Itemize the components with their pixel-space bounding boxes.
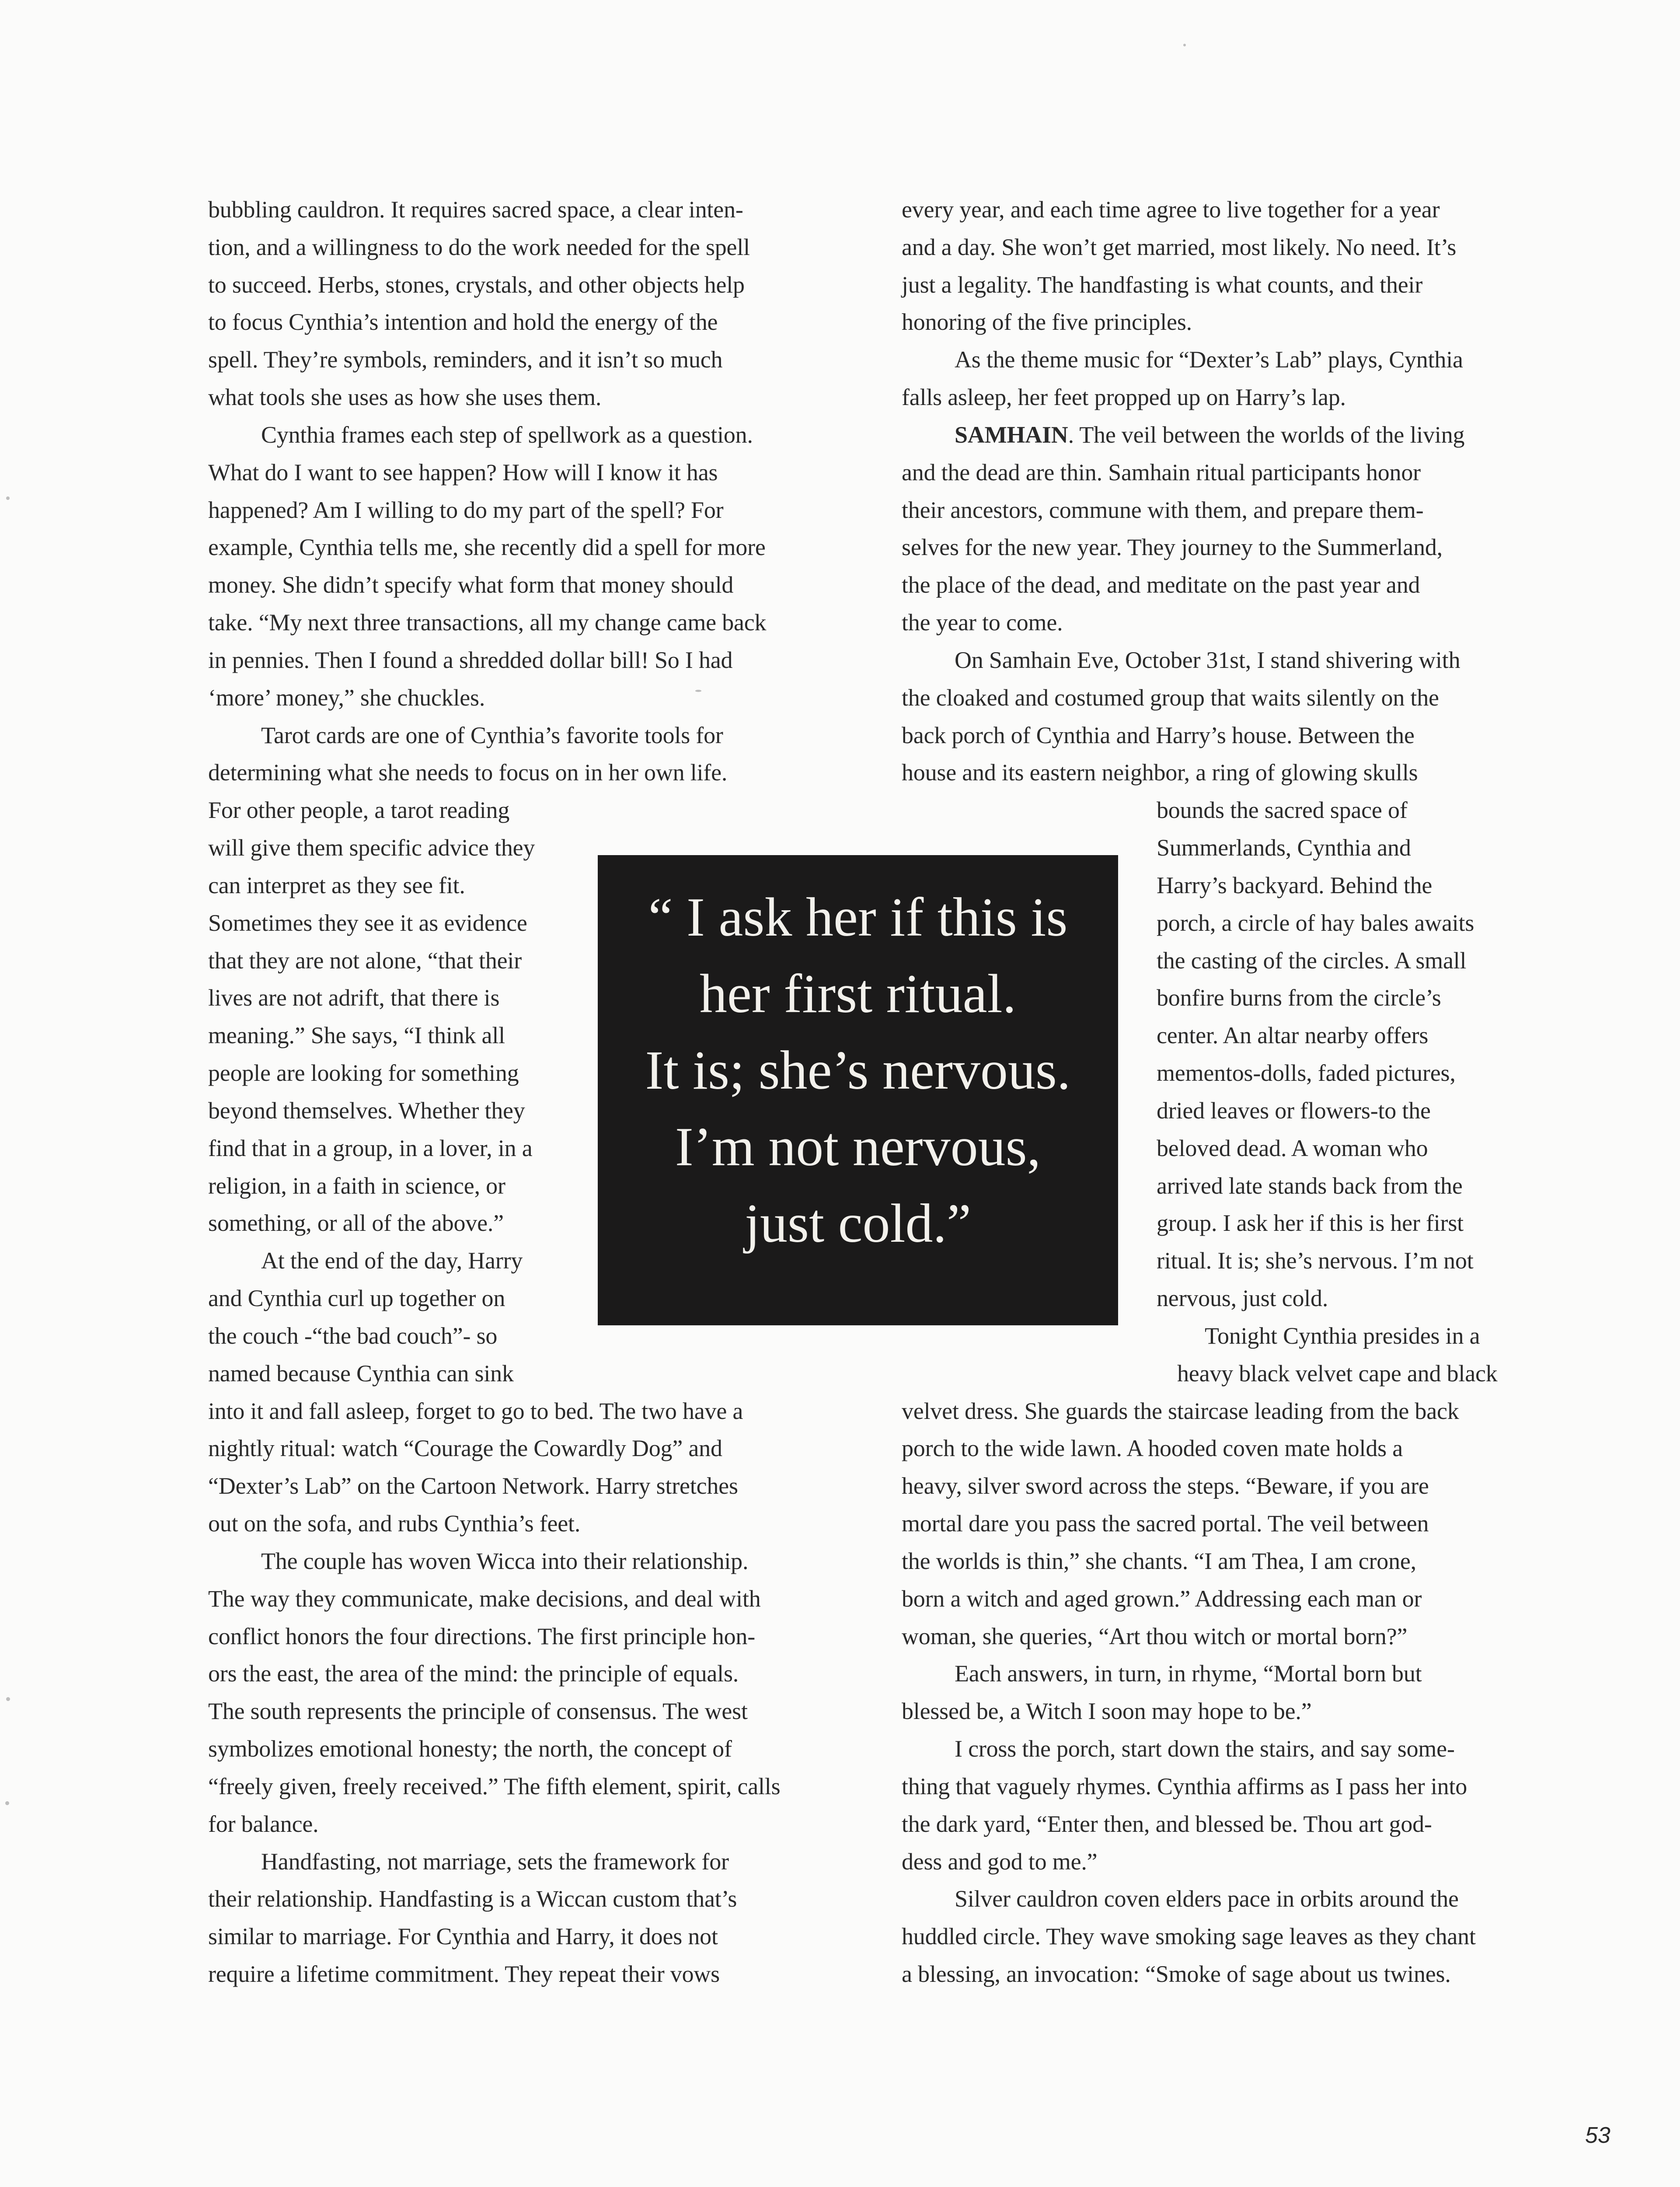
body-line: religion, in a faith in science, or [208,1173,505,1199]
body-line: for balance. [208,1811,319,1837]
body-line: conflict honors the four directions. The first principle hon- [208,1623,755,1649]
scan-speck [5,1801,9,1805]
body-line: ‘more’ money,” she chuckles. [208,685,485,711]
body-line: find that in a group, in a lover, in a [208,1135,533,1161]
pull-quote-line: It is; she’s nervous. [645,1040,1071,1101]
body-line: arrived late stands back from the [1157,1173,1463,1199]
body-line: symbolizes emotional honesty; the north, the concept of [208,1736,732,1762]
body-line: ritual. It is; she’s nervous. I’m not [1157,1247,1474,1274]
body-line: heavy black velvet cape and black [1177,1360,1498,1387]
body-line: selves for the new year. They journey to the Summerland, [902,534,1443,560]
body-line: their ancestors, commune with them, and prepare them- [902,497,1424,523]
body-line: huddled circle. They wave smoking sage leaves as they chant [902,1923,1476,1949]
body-line: back porch of Cynthia and Harry’s house. Between the [902,722,1415,748]
body-line: The couple has woven Wicca into their relationship. [261,1548,749,1574]
body-line: center. An altar nearby offers [1157,1022,1429,1048]
body-line: born a witch and aged grown.” Addressing each man or [902,1586,1422,1612]
body-line: the cloaked and costumed group that waits silently on the [902,685,1439,711]
body-line: Each answers, in turn, in rhyme, “Mortal born but [955,1660,1422,1687]
body-line: bonfire burns from the circle’s [1157,985,1441,1011]
pull-quote [598,855,1118,1325]
body-line: mementos-dolls, faded pictures, [1157,1060,1456,1086]
pull-quote-line: “ I ask her if this is [648,887,1068,948]
body-line: their relationship. Handfasting is a Wiccan custom that’s [208,1886,737,1912]
section-heading-line [955,423,1464,447]
body-line: people are looking for something [208,1060,519,1086]
body-line: Harry’s backyard. Behind the [1157,872,1433,898]
body-line: require a lifetime commitment. They repeat their vows [208,1961,720,1987]
body-line: Summerlands, Cynthia and [1157,835,1411,861]
body-line: honoring of the five principles. [902,309,1192,335]
body-line: velvet dress. She guards the staircase leading from the back [902,1398,1459,1424]
pull-quote-line: just cold.” [745,1193,971,1254]
body-line: money. She didn’t specify what form that money should [208,572,734,598]
body-line: and Cynthia curl up together on [208,1285,505,1311]
body-line: and a day. She won’t get married, most likely. No need. It’s [902,234,1457,260]
body-line: nightly ritual: watch “Courage the Cowardly Dog” and [208,1435,722,1461]
body-line: I cross the porch, start down the stairs, and say some- [955,1736,1455,1762]
body-line: bubbling cauldron. It requires sacred space, a clear inten- [208,196,743,223]
body-line: As the theme music for “Dexter’s Lab” plays, Cynthia [955,346,1463,373]
body-line: ors the east, the area of the mind: the principle of equals. [208,1660,739,1687]
body-line: happened? Am I willing to do my part of the spell? For [208,497,724,523]
scan-speck [6,496,10,500]
body-line: take. “My next three transactions, all my change came back [208,609,767,636]
body-line: porch, a circle of hay bales awaits [1157,910,1474,936]
body-line: Tonight Cynthia presides in a [1205,1323,1480,1349]
body-line: “freely given, freely received.” The fifth element, spirit, calls [208,1773,781,1799]
body-line: mortal dare you pass the sacred portal. The veil between [902,1510,1429,1537]
body-line: dess and god to me.” [902,1848,1098,1875]
body-line: just a legality. The handfasting is what counts, and their [902,272,1423,298]
pull-quote-line: her first ritual. [699,964,1017,1024]
body-line: the worlds is thin,” she chants. “I am Thea, I am crone, [902,1548,1416,1574]
body-line: Sometimes they see it as evidence [208,910,527,936]
body-line: falls asleep, her feet propped up on Harry’s lap. [902,384,1346,410]
body-line: that they are not alone, “that their [208,947,522,974]
body-line: The south represents the principle of consensus. The west [208,1698,748,1724]
body-line: a blessing, an invocation: “Smoke of sage about us twines. [902,1961,1451,1987]
body-line: the casting of the circles. A small [1157,947,1467,974]
body-line: similar to marriage. For Cynthia and Harry, it does not [208,1923,718,1949]
body-line: woman, she queries, “Art thou witch or mortal born?” [902,1623,1408,1649]
body-line: what tools she uses as how she uses them. [208,384,602,410]
body-line: nervous, just cold. [1157,1285,1328,1311]
body-line: out on the sofa, and rubs Cynthia’s feet. [208,1510,581,1537]
body-line: Tarot cards are one of Cynthia’s favorite tools for [261,722,723,748]
body-line: Handfasting, not marriage, sets the framework for [261,1848,729,1875]
body-line: the dark yard, “Enter then, and blessed be. Thou art god- [902,1811,1432,1837]
body-line: can interpret as they see fit. [208,872,465,898]
body-line: lives are not adrift, that there is [208,985,500,1011]
body-line: determining what she needs to focus on in her own life. [208,759,728,786]
body-line: the place of the dead, and meditate on the past year and [902,572,1420,598]
body-line: in pennies. Then I found a shredded dollar bill! So I had [208,647,733,673]
body-line: and the dead are thin. Samhain ritual participants honor [902,459,1421,486]
body-line: On Samhain Eve, October 31st, I stand shivering with [955,647,1460,673]
body-line: At the end of the day, Harry [261,1247,523,1274]
section-heading-samhain: SAMHAIN [955,422,1068,448]
body-line: meaning.” She says, “I think all [208,1022,505,1048]
scan-speck [6,1697,10,1701]
body-line: spell. They’re symbols, reminders, and it isn’t so much [208,346,723,373]
body-line: example, Cynthia tells me, she recently did a spell for more [208,534,766,560]
body-line: will give them specific advice they [208,835,535,861]
body-line: tion, and a willingness to do the work needed for the spell [208,234,750,260]
body-line: to succeed. Herbs, stones, crystals, and other objects help [208,272,745,298]
body-line: to focus Cynthia’s intention and hold the energy of the [208,309,718,335]
body-line: “Dexter’s Lab” on the Cartoon Network. Harry stretches [208,1473,738,1499]
body-line: group. I ask her if this is her first [1157,1210,1464,1236]
body-line: bounds the sacred space of [1157,797,1408,823]
body-line: something, or all of the above.” [208,1210,504,1236]
body-line: every year, and each time agree to live together for a year [902,196,1440,223]
body-line: the year to come. [902,609,1063,636]
body-line: For other people, a tarot reading [208,797,510,823]
body-line: into it and fall asleep, forget to go to bed. The two have a [208,1398,743,1424]
body-line: the couch -“the bad couch”- so [208,1323,498,1349]
scan-speck [1183,44,1186,46]
page-number: 53 [1585,2123,1610,2148]
body-line: house and its eastern neighbor, a ring of glowing skulls [902,759,1418,786]
body-line: porch to the wide lawn. A hooded coven mate holds a [902,1435,1403,1461]
body-line: beloved dead. A woman who [1157,1135,1428,1161]
pull-quote-line: I’m not nervous, [675,1117,1041,1177]
body-line: thing that vaguely rhymes. Cynthia affirms as I pass her into [902,1773,1467,1799]
body-line: beyond themselves. Whether they [208,1097,525,1124]
body-line: blessed be, a Witch I soon may hope to be.” [902,1698,1312,1724]
body-line: What do I want to see happen? How will I know it has [208,459,718,486]
body-text: . The veil between the worlds of the living [1068,422,1465,448]
body-line: named because Cynthia can sink [208,1360,514,1387]
body-line: heavy, silver sword across the steps. “Beware, if you are [902,1473,1429,1499]
body-line: Cynthia frames each step of spellwork as a question. [261,422,753,448]
body-line: dried leaves or flowers-to the [1157,1097,1431,1124]
body-line: Silver cauldron coven elders pace in orbits around the [955,1886,1459,1912]
body-line: The way they communicate, make decisions, and deal with [208,1586,761,1612]
scan-speck [695,690,701,692]
